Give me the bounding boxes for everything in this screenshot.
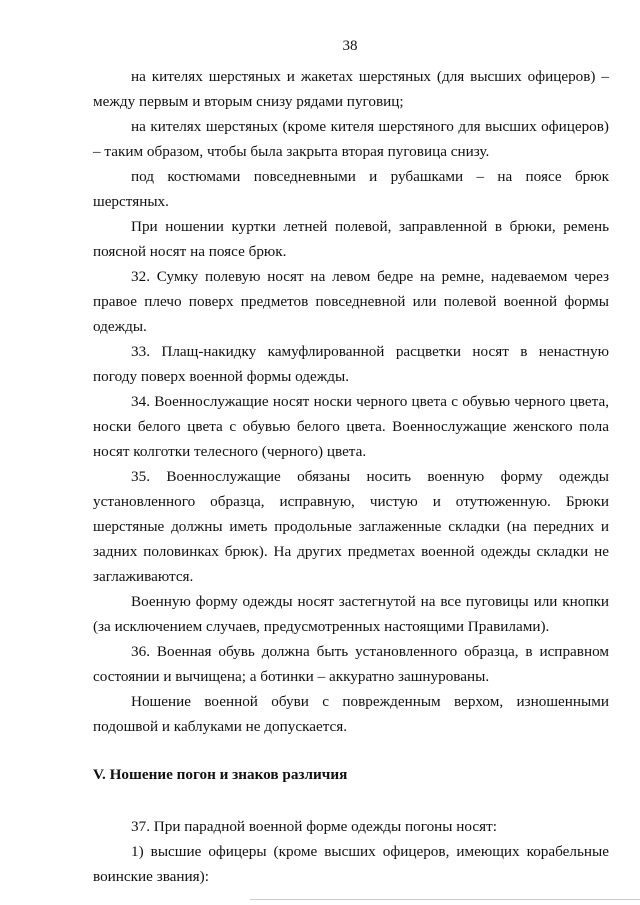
scan-edge-line xyxy=(250,899,640,900)
paragraph: под костюмами повседневными и рубашками – на поясе брюк шерстяных. xyxy=(93,168,609,210)
paragraph: При ношении куртки летней полевой, заправленной в брюки, ремень поясной носят на поясе брюк. xyxy=(93,218,609,260)
page-number: 38 xyxy=(342,38,358,54)
paragraph: на кителях шерстяных и жакетах шерстяных (для высших офицеров) – между первым и вторым снизу рядами пуговиц; xyxy=(93,68,609,110)
paragraph: 35. Военнослужащие обязаны носить военную форму одежды установленного образца, исправную, чистую и отутюженную. Брюки шерстяные должны иметь продольные заглаженные складки (на передних и задних половинках брюк). На других предметах военной одежды складки не заглаживаются. xyxy=(93,468,609,585)
paragraph: 34. Военнослужащие носят носки черного цвета с обувью черного цвета, носки белого цвета с обувью белого цвета. Военнослужащие женского пола носят колготки телесного (черного) цвета. xyxy=(93,393,609,460)
paragraph: Ношение военной обуви с поврежденным верхом, изношенными подошвой и каблуками не допускается. xyxy=(93,693,609,735)
spacer xyxy=(93,787,609,814)
paragraph: 32. Сумку полевую носят на левом бедре на ремне, надеваемом через правое плечо поверх предметов повседневной или полевой военной формы одежды. xyxy=(93,268,609,335)
paragraph: 33. Плащ-накидку камуфлированной расцветки носят в ненастную погоду поверх военной формы одежды. xyxy=(93,343,609,385)
section-heading: V. Ношение погон и знаков различия xyxy=(93,766,348,783)
paragraph: 36. Военная обувь должна быть установленного образца, в исправном состоянии и вычищена; а ботинки – аккуратно зашнурованы. xyxy=(93,643,609,685)
paragraph: 1) высшие офицеры (кроме высших офицеров, имеющих корабельные воинские звания): xyxy=(93,843,609,885)
document-body xyxy=(93,64,609,889)
paragraph: на кителях шерстяных (кроме кителя шерстяного для высших офицеров) – таким образом, чтобы была закрыта вторая пуговица снизу. xyxy=(93,118,609,160)
paragraph: Военную форму одежды носят застегнутой на все пуговицы или кнопки (за исключением случаев, предусмотренных настоящими Правилами). xyxy=(93,593,609,635)
spacer xyxy=(93,739,609,762)
paragraph: 37. При парадной военной форме одежды погоны носят: xyxy=(131,818,497,835)
